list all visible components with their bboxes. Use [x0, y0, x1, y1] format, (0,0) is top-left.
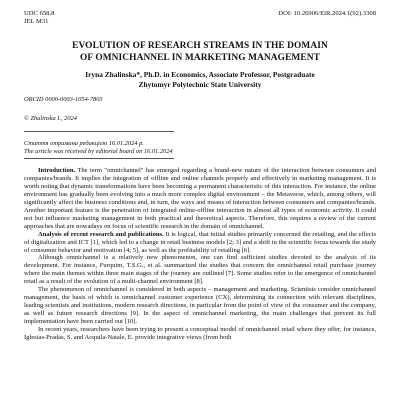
classification-codes: [24, 10, 54, 26]
title-line-1: EVOLUTION OF RESEARCH STREAMS IN THE DOMAIN: [72, 41, 328, 51]
received-ua: Стаття отримана редакцією 16.01.2024 р.: [24, 140, 144, 147]
paragraph-text: Although omnichannel is a relatively new phenomenon, one can find sufficient studies devoted to the analysis of its development. For instance, Furquim, T.S.G., et al. summarized the studies that concern the omnichannel retail purchase journey where the main themes within three main stages of the journey are outlined [7]. Some studies refer to the emergence of omnichannel retail as a result of the evolution of a multi-channel environment [8].: [24, 254, 376, 286]
orcid[interactable]: ORCID 0000-0003-1054-7803: [24, 96, 103, 103]
author-line-2: Zhytomyr Polytechnic State University: [138, 79, 262, 89]
paragraph-analysis: [24, 231, 376, 255]
paragraph-text: It is logical, that initial studies primarily concerned the retailing, and the effects of digitalization and ICT [1], which led to a change in retail business models [2; 3] and a shift in the scientific focus towards the study of consumer behavior and motivation [4; 5], as well as the profitability of retailing [6].: [24, 230, 376, 254]
received-en: The article was received by editorial board on 16.01.2024: [24, 148, 173, 155]
paragraph-lead: Introduction.: [38, 167, 76, 174]
paragraph-lead: Analysis of recent research and publications.: [38, 230, 164, 238]
copyright: © Zhalinska I., 2024: [24, 115, 77, 122]
paragraph: [24, 254, 376, 286]
paragraph-text: The term "omnichannel" has emerged regarding a brand-new nature of the interaction between consumers and companies/brands. It implies the integration of offline and online channels properly and effectively in marketing management. It is worth noting that dynamic transformations have been becoming a permanent characteristic of this interaction. For instance, the online environment has gradually been evolving into a much more complex digital environment – the Metaverse, which, among others, will significantly affect the business conditions and, in turn, the ways and means of interaction between consumers and companies/brands. Another important feature is the penetration of integrated online-offline interaction in almost all types of economic activity. It could not but influence marketing management in both practical and theoretical aspects. Therefore, this requires a review of the current approaches that are nowadays on focus of scientific research in the domain of omnichannel.: [24, 167, 376, 230]
doi[interactable]: DOI: 10.26906/EiR.2024.1(92).3308: [278, 10, 376, 17]
divider-bottom: [24, 158, 174, 159]
divider-top: [24, 131, 174, 132]
title-line-2: OF OMNICHANNEL IN MARKETING MANAGEMENT: [80, 53, 320, 63]
jel-code: JEL M31: [24, 18, 49, 25]
paragraph: [24, 326, 376, 342]
author-line-1: Iryna Zhalinska*, Ph.D. in Economics, Associate Professor, Postgraduate: [85, 70, 315, 79]
paragraph-text: The phenomenon of omnichannel is considered in both aspects – management and marketing. Scientists consider omnichannel management, the basis of which is omnichannel customer experience (CX), determining its connection with relevant disciplines, leading scientists and institutions, modern research directions, in particular from the point of view of the consumer and the company, as well as future research directions [9]. In the aspect of omnichannel marketing, the main challenges that prevent its full implementation have been carried out [10].: [24, 286, 376, 326]
paragraph: [24, 286, 376, 326]
paper-title: [24, 40, 376, 64]
paragraph-text: In recent years, researchers have been trying to present a conceptual model of omnichannel retail where they offer, for instance, Iglesias-Pradas, S. and Acquila-Natale, E. provide integrative views (from both: [24, 326, 376, 342]
paragraph-introduction: [24, 167, 376, 231]
author-block: [24, 70, 376, 89]
udc-code: UDC 658.8: [24, 10, 55, 17]
article-body: [24, 167, 376, 342]
